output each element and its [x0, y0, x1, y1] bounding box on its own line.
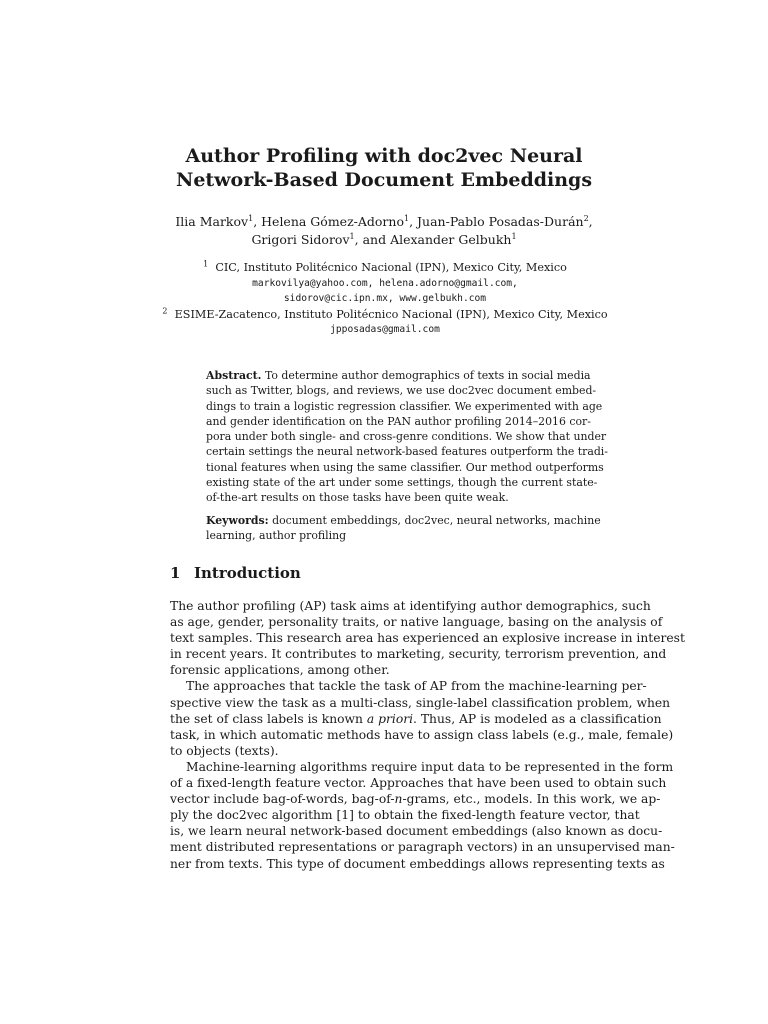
- body-line: text samples. This research area has experienced an explosive increase in interest: [170, 631, 685, 646]
- author-list: [140, 213, 628, 249]
- body-text-run: -grams, etc., models. In this work, we ap-: [402, 792, 661, 807]
- affiliations: [160, 260, 610, 338]
- body-line: spective view the task as a multi-class, single-label classification problem, when: [170, 695, 671, 710]
- body-line: The approaches that tackle the task of AP from the machine-learning per-: [186, 679, 647, 694]
- abstract-line: dings to train a logistic regression classifier. We experimented with age: [206, 399, 603, 413]
- keywords-line: [206, 513, 601, 528]
- author-affil-mark: 1: [404, 213, 410, 223]
- author-separator: ,: [409, 214, 418, 229]
- emphasis: a priori: [366, 711, 414, 726]
- email-line: markovilya@yahoo.com, helena.adorno@gmail.com,: [252, 277, 518, 289]
- abstract-line: tional features when using the same classifier. Our method outperforms: [206, 460, 604, 474]
- body-line: task, in which automatic methods have to assign class labels (e.g., male, female): [170, 727, 674, 742]
- body-text: [170, 598, 685, 872]
- abstract-line: such as Twitter, blogs, and reviews, we use doc2vec document embed-: [206, 384, 597, 398]
- abstract-line: of-the-art results on those tasks have been quite weak.: [206, 491, 509, 505]
- abstract-line: existing state of the art under some settings, though the current state-: [206, 476, 598, 490]
- author-separator: ,: [253, 214, 262, 229]
- body-line: Machine-learning algorithms require input data to be represented in the form: [186, 759, 674, 774]
- body-line: to objects (texts).: [170, 743, 279, 758]
- abstract-line: [206, 368, 591, 383]
- body-line: of a fixed-length feature vector. Approaches that have been used to obtain such: [170, 776, 667, 791]
- abstract-line: certain settings the neural network-based features outperform the tradi-: [206, 445, 608, 459]
- affiliation-1-text: CIC, Instituto Politécnico Nacional (IPN), Mexico City, Mexico: [215, 261, 567, 274]
- body-text-run: . Thus, AP is modeled as a classification: [413, 711, 662, 726]
- author-name: Alexander Gelbukh: [390, 232, 512, 247]
- author-separator: , and: [354, 232, 391, 247]
- keywords-label: Keywords:: [206, 514, 269, 527]
- abstract-line: and gender identification on the PAN author profiling 2014–2016 cor-: [206, 414, 591, 428]
- body-line: in recent years. It contributes to marketing, security, terrorism prevention, and: [170, 647, 667, 662]
- body-line: [170, 791, 661, 807]
- keywords: [206, 513, 601, 544]
- author-name: Ilia Markov: [175, 214, 249, 229]
- body-text-run: vector include bag-of-words, bag-of-: [170, 792, 395, 807]
- body-line: [170, 711, 662, 727]
- body-line: ment distributed representations or paragraph vectors) in an unsupervised man-: [170, 840, 675, 855]
- affiliation-2-text: ESIME-Zacatenco, Instituto Politécnico Nacional (IPN), Mexico City, Mexico: [174, 307, 608, 321]
- author-name: Helena Gómez-Adorno: [261, 214, 404, 229]
- paper-title: [140, 144, 628, 192]
- body-line: is, we learn neural network-based document embeddings (also known as docu-: [170, 824, 663, 839]
- abstract-label: Abstract.: [206, 369, 262, 382]
- author-affil-mark: 2: [583, 213, 589, 223]
- section-title: Introduction: [194, 564, 301, 582]
- abstract-text: To determine author demographics of texts in social media: [261, 369, 591, 382]
- affiliation-1: [160, 260, 610, 276]
- abstract: [206, 368, 608, 506]
- email-line: jpposadas@gmail.com: [330, 324, 440, 335]
- affil-mark: 2: [162, 305, 168, 315]
- author-line-1: [140, 213, 628, 231]
- author-affil-mark: 1: [248, 213, 254, 223]
- email-line: sidorov@cic.ipn.mx, www.gelbukh.com: [283, 293, 487, 304]
- body-text-run: the set of class labels is known: [170, 711, 367, 726]
- author-name: Juan-Pablo Posadas-Durán: [417, 214, 584, 229]
- title-line-2: Network-Based Document Embeddings: [175, 169, 593, 191]
- author-affil-mark: 1: [511, 231, 517, 241]
- author-line-2: [140, 231, 628, 249]
- author-name: Grigori Sidorov: [251, 232, 350, 247]
- body-line: The author profiling (AP) task aims at identifying author demographics, such: [170, 599, 651, 613]
- author-separator: ,: [588, 214, 593, 229]
- emphasis: n: [394, 792, 403, 807]
- section-number: 1: [170, 564, 181, 582]
- body-line: ply the doc2vec algorithm [1] to obtain the fixed-length feature vector, that: [170, 808, 640, 823]
- affil-mark: 1: [203, 259, 209, 269]
- affiliation-2: [160, 307, 610, 323]
- abstract-line: pora under both single- and cross-genre conditions. We show that under: [206, 430, 607, 444]
- body-line: ner from texts. This type of document embeddings allows representing texts as: [170, 856, 665, 871]
- title-line-1: Author Profiling with doc2vec Neural: [185, 145, 583, 167]
- keywords-line: learning, author profiling: [206, 529, 347, 543]
- author-affil-mark: 1: [349, 231, 355, 241]
- section-heading: [170, 564, 301, 582]
- body-line: forensic applications, among other.: [170, 663, 390, 678]
- keywords-text: document embeddings, doc2vec, neural networks, machine: [268, 514, 601, 527]
- body-line: as age, gender, personality traits, or native language, basing on the analysis of: [170, 615, 663, 630]
